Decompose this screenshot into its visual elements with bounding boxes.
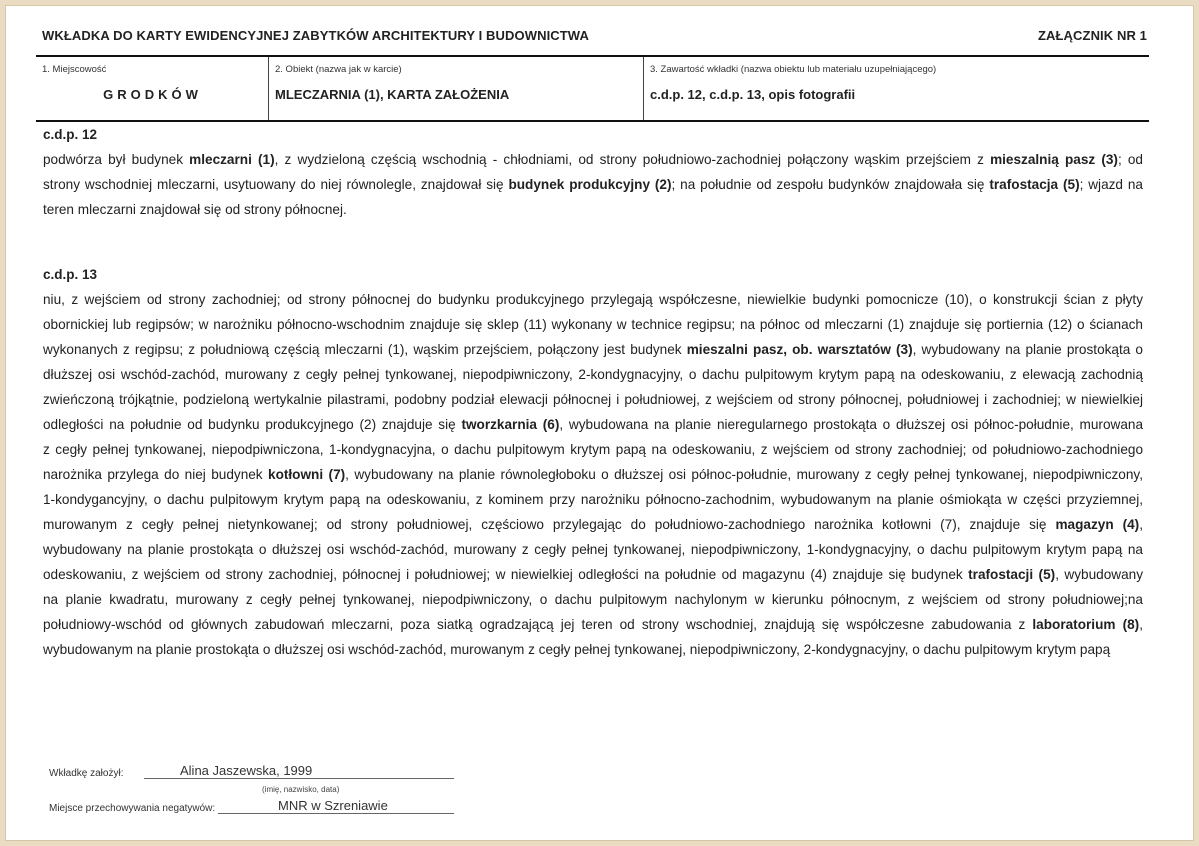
author-value: Alina Jaszewska, 1999 (144, 763, 454, 779)
attachment-number: ZAŁĄCZNIK NR 1 (1037, 27, 1147, 43)
field-contents (644, 57, 1149, 120)
paragraph-line: wybudowany na planie prostokąta o dłuższej osi wschód-zachód, murowany z cegły pełnej tynkowanej, niepodpiwniczony, 1-kondygnacyjny, o dachu pulpitowym krytym papą na (43, 542, 1143, 557)
section-cdp-12-title: c.d.p. 12 (43, 127, 98, 142)
document-title: WKŁADKA DO KARTY EWIDENCYJNEJ ZABYTKÓW ARCHITEKTURY I BUDOWNICTWA (42, 27, 589, 43)
paragraph-line: wykonanych z regipsu; z południową częścią mleczarni (1), wąskim przejściem, połączony jest budynek mieszalni pasz, ob. warsztatów (3), wybudowany na planie prostokąta o (43, 342, 1143, 357)
author-caption: (imię, nazwisko, data) (262, 785, 340, 794)
section-cdp-13-title: c.d.p. 13 (43, 267, 98, 282)
paragraph-line: murowanym z cegły pełnej nietynkowanej; od strony południowej, częściowo przylegając do południowo-zachodniego narożnika kotłowni (7), znajduje się magazyn (4), (43, 517, 1143, 532)
paragraph-line: wybudowanym na planie prostokąta o dłuższej osi wschód-zachód, murowanym z cegły pełnej tynkowanej, niepodpiwniczony, 2-kondygnacyjny, o dachu pulpitowym krytym papą (43, 642, 1111, 657)
section-cdp-12 (43, 122, 1143, 222)
header-fields (36, 55, 1149, 122)
paragraph-line: teren mleczarni znajdował się od strony północnej. (43, 202, 347, 217)
field-object-label: 2. Obiekt (nazwa jak w karcie) (275, 64, 402, 75)
paragraph-line: niu, z wejściem od strony zachodniej; od strony północnej do budynku produkcyjnego przylegają współczesne, niewielkie budynki pomocnicze (10), o konstrukcji ścian z płyty (43, 292, 1143, 307)
author-label: Wkładkę założył: (49, 768, 124, 779)
document-header (42, 20, 1147, 50)
document-sheet (6, 6, 1193, 840)
paragraph-line: 1-kondygancyjny, o dachu pulpitowym krytym papą na odeskowaniu, z kominem przy narożniku północno-zachodnim, wybudowanym na planie ośmiokąta w części przyziemnej, (43, 492, 1143, 507)
field-locality-label: 1. Miejscowość (42, 64, 107, 75)
field-object-value: MLECZARNIA (1), KARTA ZAŁOŻENIA (275, 87, 510, 102)
storage-value: MNR w Szreniawie (218, 798, 454, 814)
paragraph-line: narożnika przylega do niej budynek kotłowni (7), wybudowany na planie równoległoboku o dłuższej osi północ-południe, murowany z cegły pełnej tynkowanej, niepodpiwniczony, (43, 467, 1143, 482)
paragraph-line: z cegły pełnej tynkowanej, niepodpiwniczona, 1-kondygnacyjna, o dachu pulpitowym krytym papą na odeskowaniu, z wejściem od strony zachodniej; od południowo-zachodniego (43, 442, 1143, 457)
paragraph-line: dłuższej osi wschód-zachód, murowany z cegły pełnej tynkowanej, niepodpiwniczony, 2-kondygnacyjny, o dachu pulpitowym krytym papą na odeskowaniu, z elewacją zachodnią (43, 367, 1143, 382)
field-locality-value: GRODKÓW (103, 87, 202, 102)
field-object (269, 57, 644, 120)
field-locality (36, 57, 269, 120)
paragraph-line: południowy-wschód od głównych zabudowań mleczarni, poza siatką ogradzającą jej teren od strony wschodniej, znajdują się współczesne zabudowania z laboratorium (8), (43, 617, 1143, 632)
field-contents-label: 3. Zawartość wkładki (nazwa obiektu lub materiału uzupełniającego) (650, 64, 937, 75)
paragraph-line: odeskowaniu, z wejściem od strony zachodniej, północnej i południowej; w niewielkiej odległości na południe od magazynu (4) znajduje się budynek trafostacji (5), wybudowany (43, 567, 1144, 582)
section-cdp-13 (43, 262, 1143, 662)
storage-label: Miejsce przechowywania negatywów: (49, 803, 216, 814)
field-contents-value: c.d.p. 12, c.d.p. 13, opis fotografii (650, 87, 856, 102)
paragraph-line: na planie kwadratu, murowany z cegły pełnej tynkowanej, niepodpiwniczony, o dachu pulpitowym nachylonym w kierunku północnym, z wejściem od strony południowej;na (43, 592, 1143, 607)
paragraph-line: strony wschodniej mleczarni, usytuowany do niej równolegle, znajdował się budynek produkcyjny (2); na południe od zespołu budynków znajdowała się trafostacja (5); wjazd na (43, 177, 1143, 192)
paragraph-line: odległości na południe od budynku produkcyjnego (2) znajduje się tworzkarnia (6), wybudowana na planie nieregularnego prostokąta o dłuższej osi północ-południe, murowana (43, 417, 1144, 432)
paragraph-line: podwórza był budynek mleczarni (1), z wydzieloną częścią wschodnią - chłodniami, od strony południowo-zachodniej połączony wąskim przejściem z mieszalnią pasz (3); od (43, 152, 1143, 167)
paragraph-line: zwieńczoną trójkątnie, podzieloną wertykalnie pilastrami, podobny podział elewacji północnej i południowej, z wejściem od strony północnej, południowej i zachodniej; w niewielkiej (43, 392, 1143, 407)
paragraph-line: obornickiej lub regipsów; w narożniku północno-wschodnim znajduje się sklep (11) wykonany w technice regipsu; na północ od mleczarni (1) znajduje się portiernia (12) o ścianach (43, 317, 1143, 332)
